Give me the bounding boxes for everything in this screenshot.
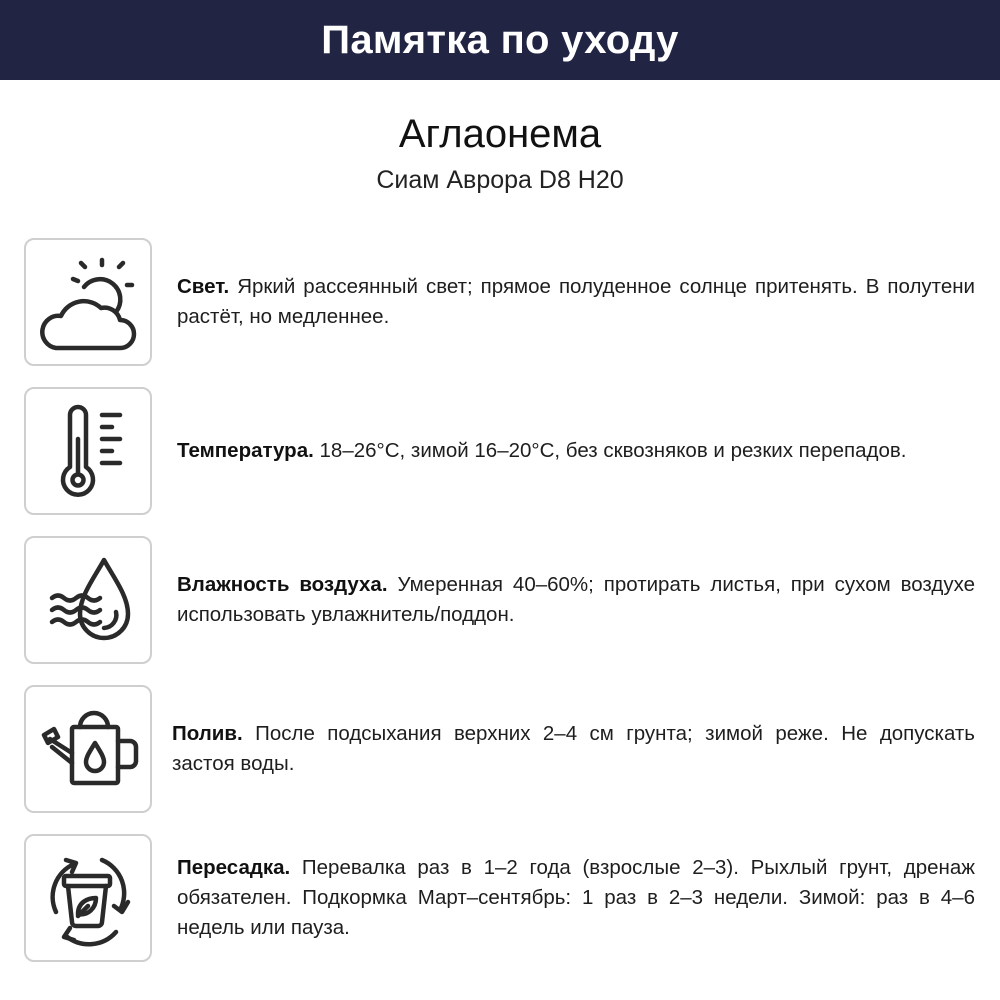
care-item-description: Яркий рассеянный свет; прямое полуденное солнце притенять. В полутени растёт, но медленнее. <box>177 275 975 328</box>
care-item-text <box>177 570 975 630</box>
care-item-label: Свет. <box>177 275 230 298</box>
icon-box <box>24 387 152 515</box>
repot-icon <box>26 836 150 960</box>
icon-box <box>24 685 152 813</box>
thermometer-icon <box>26 389 150 513</box>
care-item-repotting <box>24 834 974 962</box>
plant-name: Аглаонема <box>398 112 602 156</box>
care-item-description: После подсыхания верхних 2–4 см грунта; зимой реже. Не допускать застоя воды. <box>172 722 975 775</box>
care-item-description: Умеренная 40–60%; протирать листья, при сухом воздухе использовать увлажнитель/поддон. <box>177 573 976 626</box>
care-item-label: Влажность воздуха. <box>177 573 388 596</box>
care-item-light <box>24 238 974 366</box>
page-title: Памятка по уходу <box>321 17 679 62</box>
care-item-label: Полив. <box>172 722 243 745</box>
care-item-watering <box>24 685 974 813</box>
care-item-text <box>172 719 975 779</box>
care-item-temperature <box>24 387 974 515</box>
humidity-drop-icon <box>26 538 150 662</box>
care-item-text <box>177 853 975 943</box>
care-item-text <box>177 272 975 332</box>
header-banner <box>0 0 1000 80</box>
care-item-label: Пересадка. <box>177 856 291 879</box>
care-item-humidity <box>24 536 974 664</box>
icon-box <box>24 834 152 962</box>
icon-box <box>24 536 152 664</box>
icon-box <box>24 238 152 366</box>
care-item-description: Перевалка раз в 1–2 года (взрослые 2–3). Рыхлый грунт, дренаж обязателен. Подкормка Март–сентябрь: 1 раз в 2–3 недели. Зимой: раз в 4–6 недель или пауза. <box>177 856 975 939</box>
sun-cloud-icon <box>26 240 150 364</box>
care-item-description: 18–26°C, зимой 16–20°C, без сквозняков и резких перепадов. <box>319 439 907 462</box>
care-item-text <box>177 436 975 466</box>
watering-can-icon <box>26 687 150 811</box>
care-item-label: Температура. <box>177 439 314 462</box>
plant-variety: Сиам Аврора D8 H20 <box>376 166 624 194</box>
